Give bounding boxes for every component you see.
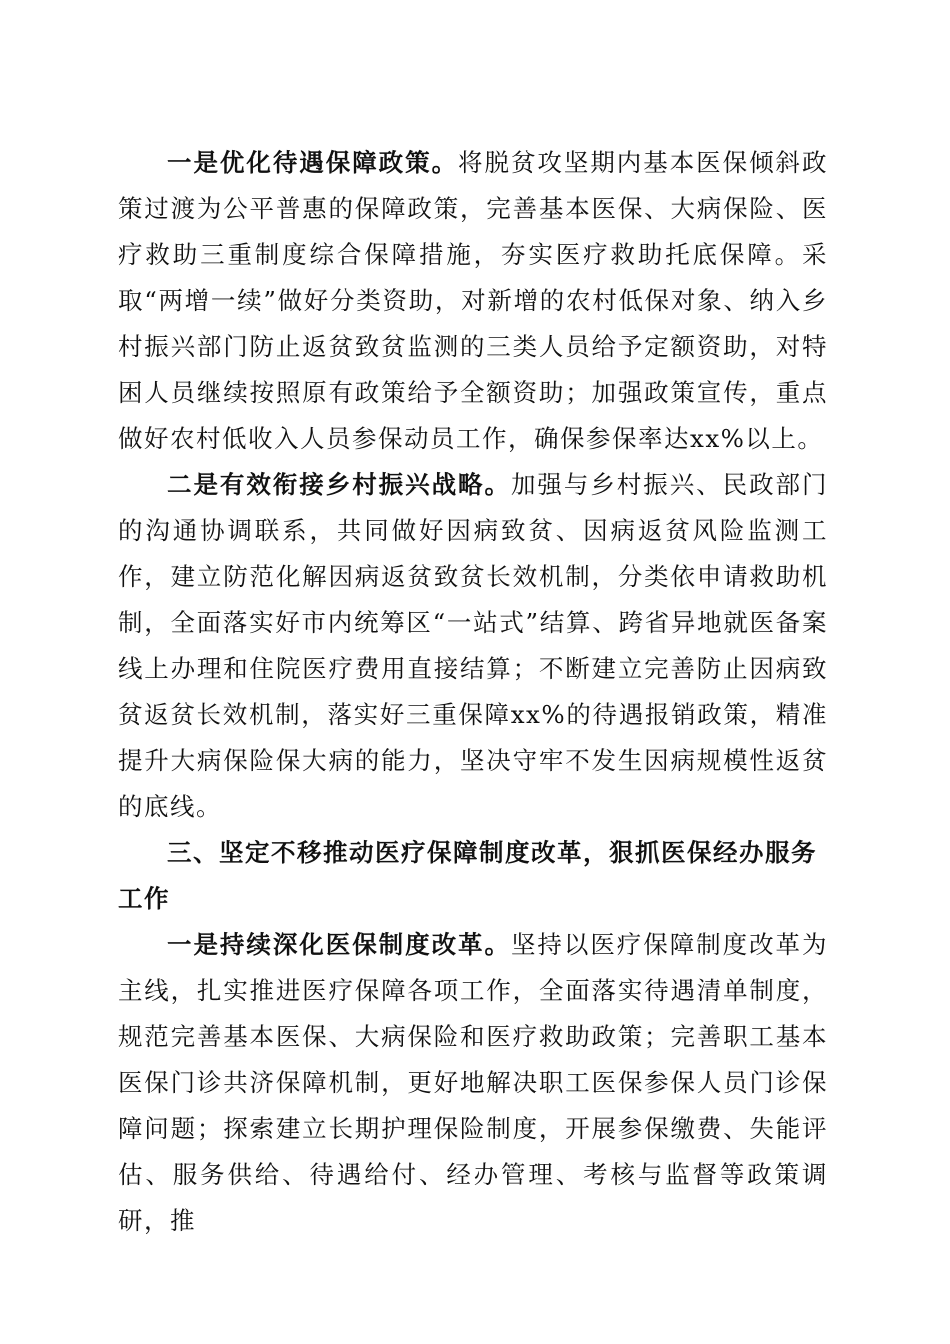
paragraph-lead: 二是有效衔接乡村振兴战略。 — [167, 470, 511, 499]
document-body — [118, 140, 828, 1244]
paragraph-optimize-benefits-policy — [118, 140, 828, 462]
paragraph-text: 坚持以医疗保障制度改革为主线，扎实推进医疗保障各项工作，全面落实待遇清单制度，规范完善基本医保、大病保险和医疗救助政策；完善职工基本医保门诊共济保障机制，更好地解决职工医保参保人员门诊保障问题；探索建立长期护理保险制度，开展参保缴费、失能评估、服务供给、待遇给付、经办管理、考核与监督等政策调研，推 — [118, 930, 829, 1235]
paragraph-text: 加强与乡村振兴、民政部门的沟通协调联系，共同做好因病致贫、因病返贫风险监测工作，建立防范化解因病返贫致贫长效机制，分类依申请救助机制，全面落实好市内统筹区“一站式”结算、跨省异地就医备案线上办理和住院医疗费用直接结算；不断建立完善防止因病致贫返贫长效机制，落实好三重保障xx%的待遇报销政策，精准提升大病保险保大病的能力，坚决守牢不发生因病规模性返贫的底线。 — [118, 470, 829, 821]
paragraph-rural-revitalization — [118, 462, 828, 830]
paragraph-deepen-reform — [118, 922, 828, 1244]
paragraph-lead: 一是优化待遇保障政策。 — [167, 148, 459, 177]
section-heading: 三、坚定不移推动医疗保障制度改革，狠抓医保经办服务工作 — [118, 838, 817, 913]
paragraph-text: 将脱贫攻坚期内基本医保倾斜政策过渡为公平普惠的保障政策，完善基本医保、大病保险、医疗救助三重制度综合保障措施，夯实医疗救助托底保障。采取“两增一续”做好分类资助，对新增的农村低保对象、纳入乡村振兴部门防止返贫致贫监测的三类人员给予定额资助，对特困人员继续按照原有政策给予全额资助；加强政策宣传，重点做好农村低收入人员参保动员工作，确保参保率达xx%以上。 — [118, 148, 829, 453]
paragraph-lead: 一是持续深化医保制度改革。 — [167, 930, 511, 959]
